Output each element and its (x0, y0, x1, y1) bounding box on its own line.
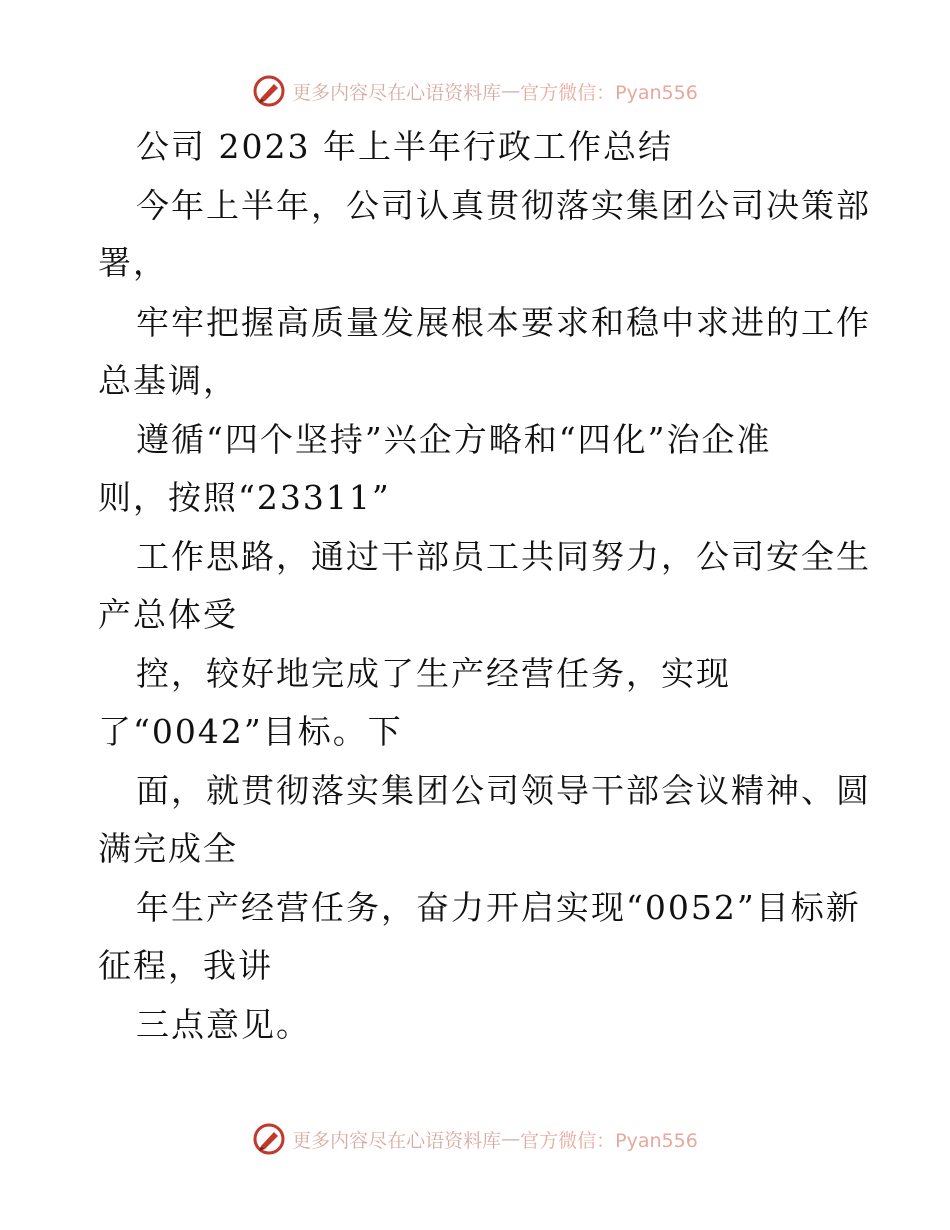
watermark-brand-text: 更多内容尽在心语资料库 (292, 81, 502, 104)
paragraph-line: 则，按照“23311” (98, 478, 391, 517)
document-title: 公司 2023 年上半年行政工作总结 (136, 127, 673, 166)
paragraph-line: 面，就贯彻落实集团公司领导干部会议精神、圆 (136, 771, 871, 810)
paragraph-line: 了“0042”目标。下 (98, 712, 403, 751)
paragraph-line: 牢牢把握高质量发展根本要求和稳中求进的工作 (136, 303, 871, 342)
paragraph-line: 工作思路，通过干部员工共同努力，公司安全生 (136, 537, 871, 576)
watermark-dash: — (501, 80, 521, 102)
watermark-dash: — (501, 1128, 521, 1150)
paragraph-line: 满完成全 (98, 829, 238, 868)
watermark-contact-text: 官方微信：Pyan556 (520, 81, 698, 104)
paragraph-line: 年生产经营任务，奋力开启实现“0052”目标新 (136, 888, 861, 927)
header-watermark (0, 74, 950, 108)
paragraph-line: 总基调， (98, 361, 238, 400)
watermark-contact-text: 官方微信：Pyan556 (520, 1129, 698, 1152)
pen-logo-icon (252, 74, 286, 108)
footer-watermark (0, 1122, 950, 1156)
watermark-brand-text: 更多内容尽在心语资料库 (292, 1129, 502, 1152)
paragraph-line: 控，较好地完成了生产经营任务，实现 (136, 654, 731, 693)
pen-logo-icon (252, 1122, 286, 1156)
paragraph-line: 三点意见。 (136, 1005, 311, 1044)
paragraph-line: 征程，我讲 (98, 946, 273, 985)
paragraph-line: 署， (98, 243, 168, 282)
paragraph-line: 今年上半年，公司认真贯彻落实集团公司决策部 (136, 186, 871, 225)
paragraph-line: 产总体受 (98, 595, 238, 634)
paragraph-line: 遵循“四个坚持”兴企方略和“四化”治企准 (136, 420, 772, 459)
